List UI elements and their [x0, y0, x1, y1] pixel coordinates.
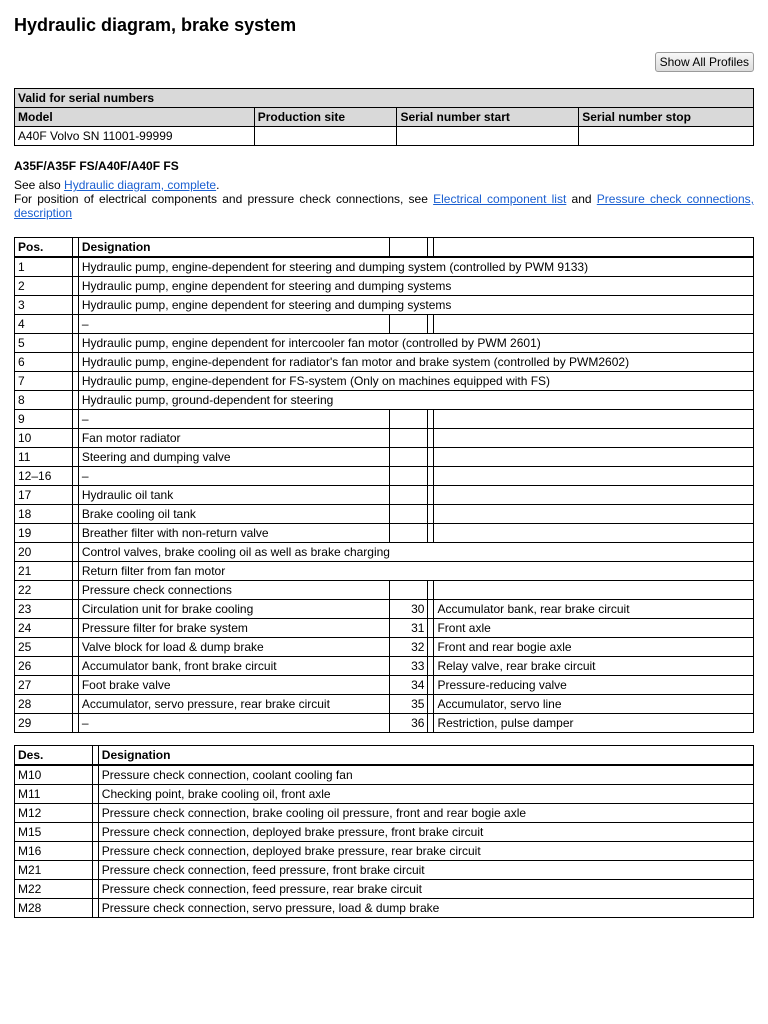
position-designation: Pressure filter for brake system: [78, 619, 389, 638]
position-designation: [434, 448, 754, 467]
table-row: [15, 334, 754, 353]
position-number: [389, 486, 428, 505]
position-designation: Hydraulic pump, engine dependent for steering and dumping systems: [78, 296, 753, 315]
table-row: [15, 372, 754, 391]
table-row: [15, 899, 754, 918]
position-number: 19: [15, 524, 73, 543]
table-row: [15, 880, 754, 899]
pressure-check-connections-link[interactable]: Pressure check connections, description: [14, 192, 754, 220]
position-designation: Pressure check connections: [78, 581, 389, 600]
position-number: 36: [389, 714, 428, 733]
position-number: [389, 524, 428, 543]
see-also-suffix: .: [216, 178, 220, 192]
position-number: 18: [15, 505, 73, 524]
column-header: Model: [15, 108, 255, 127]
position-designation: Steering and dumping valve: [78, 448, 389, 467]
position-designation: [434, 524, 754, 543]
position-number: 11: [15, 448, 73, 467]
position-note: [14, 192, 754, 220]
position-number: [389, 505, 428, 524]
position-designation: –: [78, 315, 389, 334]
position-designation: –: [78, 410, 389, 429]
table-row: [15, 429, 754, 448]
table-row: [15, 524, 754, 543]
table-row: [15, 467, 754, 486]
position-number: 22: [15, 581, 73, 600]
position-designation: Hydraulic oil tank: [78, 486, 389, 505]
position-number: 9: [15, 410, 73, 429]
designation-code: M22: [15, 880, 93, 899]
position-designation: Relay valve, rear brake circuit: [434, 657, 754, 676]
position-number: 2: [15, 277, 73, 296]
designation-code: M15: [15, 823, 93, 842]
table-row: [15, 391, 754, 410]
position-number: 10: [15, 429, 73, 448]
position-designation: Circulation unit for brake cooling: [78, 600, 389, 619]
show-all-profiles-button[interactable]: Show All Profiles: [655, 52, 754, 72]
position-number: 1: [15, 257, 73, 277]
position-designation: Valve block for load & dump brake: [78, 638, 389, 657]
table-row: [15, 695, 754, 714]
table-row: [15, 505, 754, 524]
position-designation: [434, 486, 754, 505]
designation-code: M21: [15, 861, 93, 880]
see-also-prefix: See also: [14, 178, 65, 192]
position-designation: [434, 429, 754, 448]
position-number: 26: [15, 657, 73, 676]
position-number: 8: [15, 391, 73, 410]
designation-text: Pressure check connection, feed pressure, front brake circuit: [98, 861, 753, 880]
position-designation: Accumulator bank, rear brake circuit: [434, 600, 754, 619]
position-number: 25: [15, 638, 73, 657]
see-also-line: [14, 178, 754, 192]
column-header: Serial number stop: [579, 108, 754, 127]
table-row: [15, 296, 754, 315]
table-row: [15, 410, 754, 429]
info-section: [14, 159, 754, 220]
table-row: [15, 486, 754, 505]
serial-numbers-table: [14, 88, 754, 146]
position-number: 34: [389, 676, 428, 695]
position-designation: Fan motor radiator: [78, 429, 389, 448]
position-number: 31: [389, 619, 428, 638]
position-designation: [434, 467, 754, 486]
position-designation: Hydraulic pump, engine dependent for intercooler fan motor (controlled by PWM 2601): [78, 334, 753, 353]
position-designation: Foot brake valve: [78, 676, 389, 695]
position-number: 32: [389, 638, 428, 657]
position-number: 28: [15, 695, 73, 714]
designation-text: Checking point, brake cooling oil, front axle: [98, 785, 753, 804]
position-designation: Brake cooling oil tank: [78, 505, 389, 524]
position-number: 30: [389, 600, 428, 619]
position-designation: Front axle: [434, 619, 754, 638]
designation-text: Pressure check connection, feed pressure, rear brake circuit: [98, 880, 753, 899]
table-row: [15, 657, 754, 676]
position-number: [389, 315, 428, 334]
table-row: [15, 277, 754, 296]
table-row: [15, 543, 754, 562]
position-number: 20: [15, 543, 73, 562]
position-designation: Accumulator, servo line: [434, 695, 754, 714]
column-header: Designation: [78, 238, 389, 258]
position-designation: Accumulator bank, front brake circuit: [78, 657, 389, 676]
position-designation: Hydraulic pump, engine-dependent for radiator's fan motor and brake system (controlled by PWM2602): [78, 353, 753, 372]
table-row: [15, 676, 754, 695]
page-title: Hydraulic diagram, brake system: [14, 15, 297, 35]
position-number: [389, 467, 428, 486]
position-note-prefix: For position of electrical components and pressure check connections, see: [14, 192, 434, 206]
table-row: [15, 257, 754, 277]
column-header: Serial number start: [397, 108, 579, 127]
table-row: [15, 448, 754, 467]
table-row: [15, 619, 754, 638]
position-number: [389, 581, 428, 600]
position-designation: Pressure-reducing valve: [434, 676, 754, 695]
position-designation: [434, 315, 754, 334]
position-number: 27: [15, 676, 73, 695]
designation-text: Pressure check connection, deployed brake pressure, front brake circuit: [98, 823, 753, 842]
electrical-component-list-link[interactable]: Electrical component list: [433, 192, 567, 206]
table-row: [15, 638, 754, 657]
designation-code: M16: [15, 842, 93, 861]
hydraulic-diagram-complete-link[interactable]: Hydraulic diagram, complete: [64, 178, 217, 192]
designation-text: Pressure check connection, brake cooling oil pressure, front and rear bogie axle: [98, 804, 753, 823]
positions-table: [14, 237, 754, 733]
position-designation: [434, 410, 754, 429]
designation-code: M28: [15, 899, 93, 918]
table-cell: [397, 127, 579, 146]
column-header: Pos.: [15, 238, 73, 258]
position-note-middle: and: [566, 192, 597, 206]
position-designation: Hydraulic pump, engine-dependent for FS-system (Only on machines equipped with FS): [78, 372, 753, 391]
table-cell: A40F Volvo SN 11001-99999: [15, 127, 255, 146]
table-row: [15, 842, 754, 861]
position-number: 12–16: [15, 467, 73, 486]
position-designation: –: [78, 467, 389, 486]
position-designation: Accumulator, servo pressure, rear brake circuit: [78, 695, 389, 714]
position-designation: Front and rear bogie axle: [434, 638, 754, 657]
table-row: [15, 785, 754, 804]
designation-text: Pressure check connection, servo pressure, load & dump brake: [98, 899, 753, 918]
table-cell: [254, 127, 397, 146]
position-number: 5: [15, 334, 73, 353]
designations-table: [14, 745, 754, 918]
position-designation: Hydraulic pump, ground-dependent for steering: [78, 391, 753, 410]
position-number: 24: [15, 619, 73, 638]
models-heading: A35F/A35F FS/A40F/A40F FS: [14, 159, 179, 173]
position-number: 23: [15, 600, 73, 619]
column-header: Des.: [15, 746, 93, 766]
serial-table-heading: Valid for serial numbers: [15, 89, 754, 108]
position-number: 17: [15, 486, 73, 505]
table-row: [15, 823, 754, 842]
table-row: [15, 600, 754, 619]
position-number: 6: [15, 353, 73, 372]
table-row: [15, 353, 754, 372]
designation-text: Pressure check connection, coolant cooling fan: [98, 765, 753, 785]
position-designation: Breather filter with non-return valve: [78, 524, 389, 543]
position-designation: Restriction, pulse damper: [434, 714, 754, 733]
position-number: 33: [389, 657, 428, 676]
designation-code: M12: [15, 804, 93, 823]
designation-code: M10: [15, 765, 93, 785]
position-designation: Hydraulic pump, engine-dependent for steering and dumping system (controlled by PWM 9133): [78, 257, 753, 277]
table-row: [15, 562, 754, 581]
table-cell: [579, 127, 754, 146]
column-header: Production site: [254, 108, 397, 127]
table-row: [15, 315, 754, 334]
position-designation: [434, 505, 754, 524]
table-row: [15, 127, 754, 146]
position-designation: Hydraulic pump, engine dependent for steering and dumping systems: [78, 277, 753, 296]
position-number: [389, 429, 428, 448]
position-number: [389, 448, 428, 467]
position-number: 7: [15, 372, 73, 391]
position-designation: Control valves, brake cooling oil as well as brake charging: [78, 543, 753, 562]
table-row: [15, 804, 754, 823]
table-row: [15, 765, 754, 785]
designation-code: M11: [15, 785, 93, 804]
position-number: 29: [15, 714, 73, 733]
table-row: [15, 581, 754, 600]
position-number: 4: [15, 315, 73, 334]
position-number: 3: [15, 296, 73, 315]
position-designation: Return filter from fan motor: [78, 562, 753, 581]
position-designation: [434, 581, 754, 600]
position-number: 21: [15, 562, 73, 581]
designation-text: Pressure check connection, deployed brake pressure, rear brake circuit: [98, 842, 753, 861]
table-row: [15, 861, 754, 880]
position-designation: –: [78, 714, 389, 733]
position-number: [389, 410, 428, 429]
position-number: 35: [389, 695, 428, 714]
column-header: Designation: [98, 746, 753, 766]
table-row: [15, 714, 754, 733]
